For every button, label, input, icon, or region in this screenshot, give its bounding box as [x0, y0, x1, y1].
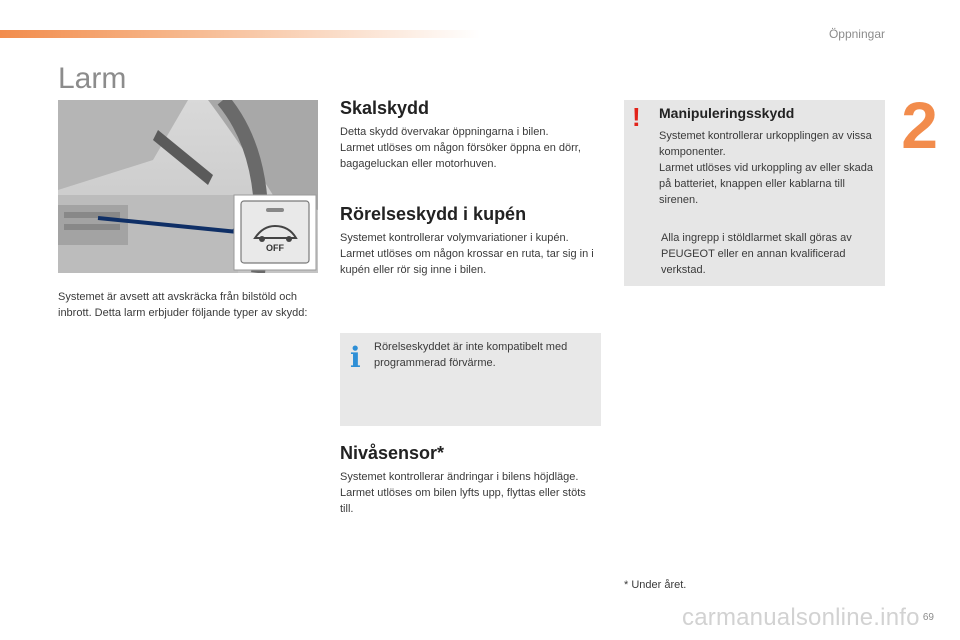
intro-text: Systemet är avsett att avskräcka från bilstöld och inbrott. Detta larm erbjuder följande typer av skydd:	[58, 291, 308, 319]
warning-title: Manipuleringsskydd	[659, 105, 795, 121]
warning-note: Alla ingrepp i stöldlarmet skall göras av PEUGEOT eller en annan kvalificerad verkstad.	[661, 232, 852, 276]
info-text: Rörelseskyddet är inte kompatibelt med programmerad förvärme.	[374, 341, 568, 369]
exclamation-icon: !	[632, 102, 641, 132]
page-title: Larm	[58, 62, 127, 95]
text-nivasensor: Systemet kontrollerar ändringar i bilens höjdläge. Larmet utlöses om bilen lyfts upp, flyttas eller stöts till.	[340, 471, 586, 515]
text-rorelseskydd: Systemet kontrollerar volymvariationer i kupén. Larmet utlöses om någon krossar en ruta, tar sig in i kupén eller rör sig inne i bilen.	[340, 232, 594, 276]
alarm-button-photo	[58, 100, 318, 273]
off-label: OFF	[266, 243, 284, 253]
section-label: Öppningar	[828, 27, 885, 41]
chapter-number: 2	[901, 88, 938, 162]
info-icon: i	[350, 341, 361, 374]
text-skalskydd: Detta skydd övervakar öppningarna i bilen. Larmet utlöses om någon försöker öppna en dörr, bagageluckan eller motorhuven.	[340, 126, 581, 170]
footnote: * Under året.	[624, 579, 687, 591]
page-number: 69	[922, 612, 934, 623]
warning-box	[624, 100, 885, 286]
header-accent-bar	[0, 30, 480, 38]
watermark: carmanualsonline.info	[682, 604, 920, 631]
heading-skalskydd: Skalskydd	[340, 98, 430, 118]
heading-nivasensor: Nivåsensor*	[340, 443, 445, 463]
heading-rorelseskydd: Rörelseskydd i kupén	[340, 204, 527, 224]
warning-text: Systemet kontrollerar urkopplingen av vissa komponenter. Larmet utlöses vid urkoppling av eller skada på batteriet, knappen eller kablarna till sirenen.	[659, 130, 874, 206]
info-box	[340, 333, 601, 426]
